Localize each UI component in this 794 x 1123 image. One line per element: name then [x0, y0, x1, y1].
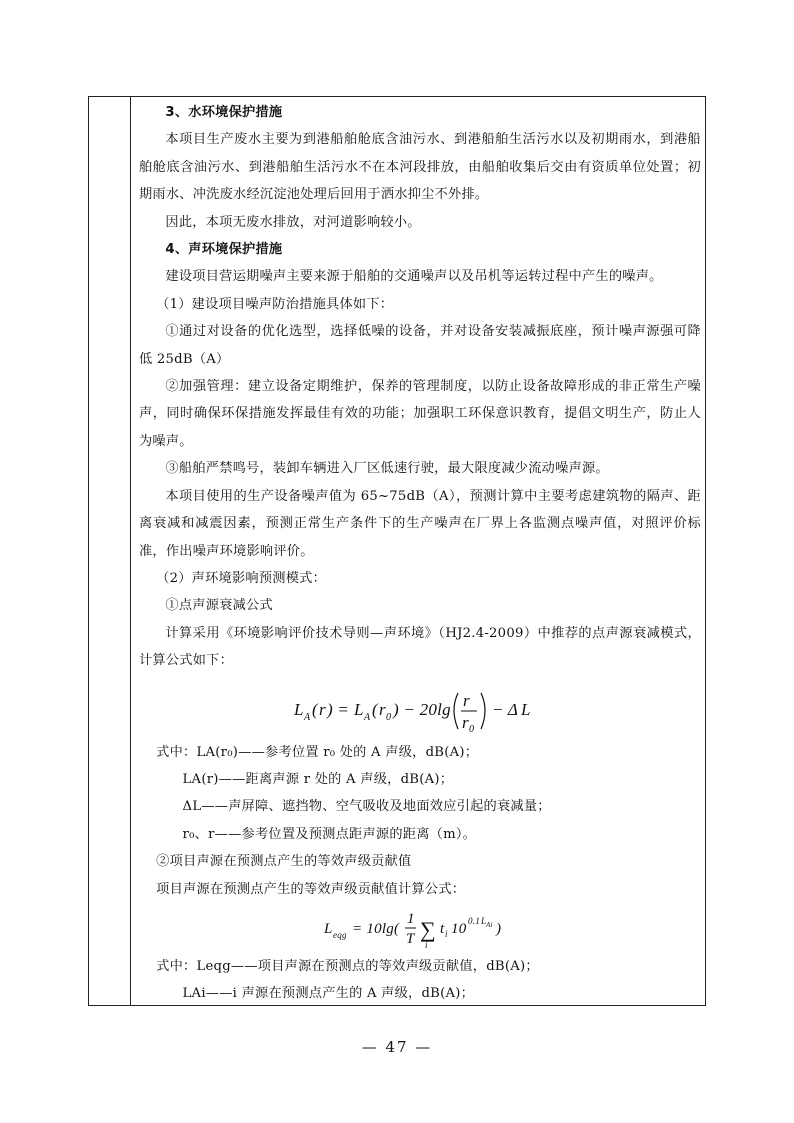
section-3-paragraph-2: 因此，本项无废水排放，对河道影响较小。 — [165, 214, 421, 230]
document-body — [139, 99, 701, 1008]
svg-text:r: r — [379, 699, 386, 719]
svg-text:L: L — [481, 915, 487, 926]
svg-text:1: 1 — [407, 910, 415, 927]
section-4-paragraph-2: 本项目使用的生产设备噪声值为 65~75dB（A），预测计算中主要考虑建筑物的隔声、距离衰减和减震因素，预测正常生产条件下的生产噪声在厂界上各监测点噪声值，对照评价标准，作出噪声环境影响评价。 — [139, 488, 701, 559]
svg-text:r: r — [463, 690, 470, 710]
section-4-paragraph-1: 建设项目营运期噪声主要来源于船舶的交通噪声以及吊机等运转过程中产生的噪声。 — [165, 269, 663, 285]
svg-text:(: ( — [372, 699, 378, 719]
attenuation-formula-graphic — [290, 681, 550, 739]
where-line-2: LA(r)——距离声源 r 处的 A 声级，dB(A)； — [182, 771, 454, 787]
svg-text:10: 10 — [451, 920, 467, 937]
svg-text:(: ( — [312, 699, 318, 719]
svg-text:A: A — [304, 711, 311, 723]
svg-text:Ai: Ai — [486, 920, 493, 929]
noise-measures-subheading: （1）建设项目噪声防治措施具体如下： — [156, 296, 394, 312]
svg-text:r: r — [319, 699, 326, 719]
svg-text:0: 0 — [469, 723, 475, 735]
section-4-heading: 4、声环境保护措施 — [165, 242, 283, 258]
equivalent-level-formula-graphic — [320, 903, 520, 953]
page-number: — 47 — — [361, 1038, 433, 1056]
svg-text:eqg: eqg — [333, 929, 347, 940]
svg-text:T: T — [406, 930, 415, 947]
svg-text:= 10lg(: = 10lg( — [352, 920, 400, 937]
contribution-title: ②项目声源在预测点产生的等效声级贡献值 — [156, 854, 412, 870]
svg-text:r: r — [462, 712, 469, 732]
svg-text:L: L — [294, 699, 304, 719]
where-line-6: LAi——i 声源在预测点产生的 A 声级，dB(A)； — [182, 986, 475, 1002]
measure-2: ②加强管理：建立设备定期维护，保养的管理制度，以防止设备故障形成的非正常生产噪声，同时确保环保措施发挥最佳有效的功能；加强职工环保意识教育，提倡文明生产，防止人为噪声。 — [139, 379, 701, 449]
attenuation-formula — [139, 681, 701, 739]
where-line-5: 式中：Leqg——项目声源在预测点的等效声级贡献值，dB(A)； — [156, 958, 539, 974]
svg-text:L: L — [521, 699, 531, 719]
svg-text:− Δ: − Δ — [492, 699, 519, 719]
svg-text:) =: ) = — [327, 699, 350, 719]
contribution-intro: 项目声源在预测点产生的等效声级贡献值计算公式： — [156, 881, 466, 897]
prediction-model-subheading: （2）声环境影响预测模式： — [156, 570, 327, 586]
svg-text:i: i — [445, 928, 448, 939]
section-3-heading: 3、水环境保护措施 — [165, 105, 283, 120]
where-line-4: r₀、r——参考位置及预测点距声源的距离（m）。 — [182, 826, 477, 842]
where-line-1: 式中：LA(r₀)——参考位置 r₀ 处的 A 声级，dB(A)； — [156, 744, 479, 760]
measure-1: ①通过对设备的优化选型，选择低噪的设备，并对设备安装减振底座，预计噪声源强可降低 25dB（A） — [139, 324, 701, 367]
svg-text:0: 0 — [386, 711, 392, 723]
section-3-paragraph-1: 本项目生产废水主要为到港船舶舱底含油污水、到港船舶生活污水以及初期雨水，到港船舶舱底含油污水、到港船舶生活污水不在本河段排放，由船舶收集后交由有资质单位处置；初期雨水、冲洗废水经沉淀池处理后回用于洒水抑尘不外排。 — [139, 132, 701, 203]
svg-text:i: i — [425, 939, 428, 950]
svg-text:) − 20lg: ) − 20lg — [393, 699, 451, 719]
equivalent-level-formula — [139, 903, 701, 953]
measure-3: ③船舶严禁鸣号，装卸车辆进入厂区低速行驶，最大限度减少流动噪声源。 — [165, 461, 609, 477]
table-frame — [88, 96, 706, 1006]
left-column — [89, 97, 131, 1005]
svg-text:∑: ∑ — [420, 916, 436, 942]
svg-text:): ) — [496, 920, 502, 937]
svg-text:L: L — [324, 920, 333, 937]
svg-text:t: t — [440, 920, 445, 937]
where-line-3: ΔL——声屏障、遮挡物、空气吸收及地面效应引起的衰减量； — [182, 799, 551, 815]
svg-text:0.1: 0.1 — [468, 915, 480, 926]
calculation-intro: 计算采用《环境影响评价技术导则—声环境》（HJ2.4-2009）中推荐的点声源衰减模式，计算公式如下： — [139, 625, 701, 669]
point-source-title: ①点声源衰减公式 — [165, 598, 273, 614]
svg-text:L: L — [354, 699, 364, 719]
svg-text:A: A — [364, 711, 371, 723]
